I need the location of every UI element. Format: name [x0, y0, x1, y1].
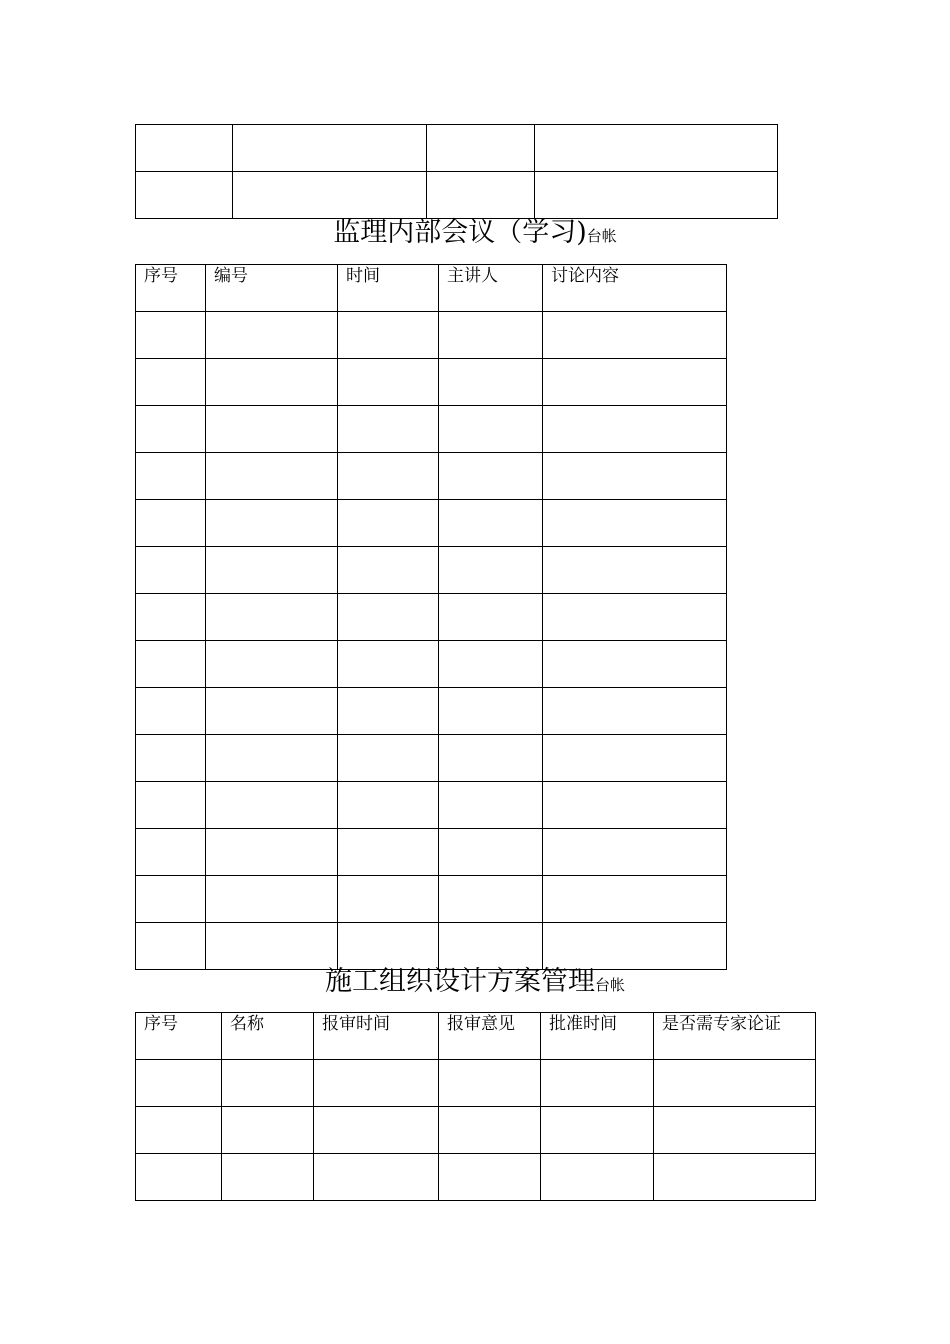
table-cell [206, 735, 338, 782]
table-cell [338, 641, 439, 688]
table-cell [136, 735, 206, 782]
table-row [136, 1060, 816, 1107]
table-row [136, 735, 727, 782]
table-header-row [136, 1013, 816, 1060]
plan-ledger-title-suffix: 台帐 [594, 976, 625, 994]
table-cell [136, 641, 206, 688]
table-cell [439, 829, 543, 876]
table-cell [136, 547, 206, 594]
table-cell [338, 359, 439, 406]
table-cell [136, 829, 206, 876]
table-cell [136, 500, 206, 547]
table-cell [543, 688, 727, 735]
table-cell [541, 1107, 654, 1154]
table-cell [338, 500, 439, 547]
table-cell [338, 547, 439, 594]
header-cell: 编号 [206, 265, 338, 312]
meeting-ledger-table [135, 264, 727, 970]
header-cell: 名称 [222, 1013, 314, 1060]
table-row [136, 782, 727, 829]
table-cell [439, 453, 543, 500]
table-cell [136, 453, 206, 500]
header-cell: 报审时间 [314, 1013, 439, 1060]
table-cell [206, 688, 338, 735]
table-cell [136, 782, 206, 829]
table-cell [541, 1060, 654, 1107]
table-cell [543, 406, 727, 453]
table-cell [206, 359, 338, 406]
table-row [136, 453, 727, 500]
table-row [136, 923, 727, 970]
table-cell [136, 876, 206, 923]
table-cell [233, 125, 427, 172]
table-cell [439, 782, 543, 829]
table-cell [222, 1154, 314, 1201]
plan-ledger-table [135, 1012, 816, 1201]
table-cell [439, 641, 543, 688]
table-cell [543, 876, 727, 923]
table-cell [427, 125, 535, 172]
header-cell: 报审意见 [439, 1013, 541, 1060]
table-cell [136, 406, 206, 453]
table-cell [338, 829, 439, 876]
table-cell [543, 782, 727, 829]
table-cell [543, 829, 727, 876]
table-cell [338, 782, 439, 829]
table-cell [206, 923, 338, 970]
table-row [136, 312, 727, 359]
table-cell [338, 735, 439, 782]
table-cell [338, 594, 439, 641]
table-cell [338, 923, 439, 970]
table-cell [543, 641, 727, 688]
table-row [136, 641, 727, 688]
table-row [136, 829, 727, 876]
table-cell [541, 1154, 654, 1201]
table-cell [439, 876, 543, 923]
table-cell [543, 923, 727, 970]
table-cell [222, 1107, 314, 1154]
header-cell: 序号 [136, 1013, 222, 1060]
meeting-ledger-title-main: 监理内部会议（学习) [333, 217, 587, 248]
table-row [136, 125, 778, 172]
table-cell [439, 359, 543, 406]
table-cell [206, 500, 338, 547]
table-cell [206, 547, 338, 594]
table-cell [136, 1154, 222, 1201]
table-cell [338, 312, 439, 359]
table-cell [206, 641, 338, 688]
table-cell [314, 1107, 439, 1154]
table-row [136, 876, 727, 923]
table-cell [654, 1107, 816, 1154]
table-cell [233, 172, 427, 219]
table-row [136, 1154, 816, 1201]
table-cell [314, 1154, 439, 1201]
table-row [136, 688, 727, 735]
top-partial-table [135, 124, 778, 219]
table-cell [136, 172, 233, 219]
table-cell [206, 876, 338, 923]
table-cell [338, 876, 439, 923]
table-cell [206, 594, 338, 641]
table-cell [439, 500, 543, 547]
table-row [136, 500, 727, 547]
meeting-ledger-title-suffix: 台帐 [586, 227, 617, 245]
table-cell [206, 829, 338, 876]
table-cell [427, 172, 535, 219]
table-cell [654, 1154, 816, 1201]
header-cell: 时间 [338, 265, 439, 312]
table-cell [136, 359, 206, 406]
table-cell [222, 1060, 314, 1107]
table-cell [136, 594, 206, 641]
table-row [136, 172, 778, 219]
table-cell [543, 735, 727, 782]
table-cell [439, 312, 543, 359]
table-cell [439, 735, 543, 782]
table-cell [439, 406, 543, 453]
header-cell: 是否需专家论证 [654, 1013, 816, 1060]
table-cell [136, 1107, 222, 1154]
table-cell [543, 500, 727, 547]
table-cell [338, 406, 439, 453]
table-cell [439, 688, 543, 735]
table-cell [206, 782, 338, 829]
table-cell [206, 453, 338, 500]
table-cell [543, 547, 727, 594]
table-row [136, 406, 727, 453]
table-cell [439, 594, 543, 641]
table-row [136, 594, 727, 641]
table-cell [535, 125, 778, 172]
header-cell: 序号 [136, 265, 206, 312]
table-row [136, 359, 727, 406]
plan-ledger-title-main: 施工组织设计方案管理 [324, 966, 595, 997]
table-cell [439, 1107, 541, 1154]
table-cell [136, 688, 206, 735]
meeting-ledger-title [0, 217, 950, 252]
table-cell [543, 594, 727, 641]
table-cell [654, 1060, 816, 1107]
table-cell [543, 312, 727, 359]
plan-ledger-title [0, 966, 950, 1001]
table-cell [136, 312, 206, 359]
table-cell [206, 312, 338, 359]
header-cell: 讨论内容 [543, 265, 727, 312]
table-cell [439, 547, 543, 594]
table-cell [535, 172, 778, 219]
table-header-row [136, 265, 727, 312]
table-cell [314, 1060, 439, 1107]
table-cell [439, 1060, 541, 1107]
table-cell [543, 359, 727, 406]
table-row [136, 1107, 816, 1154]
header-cell: 批准时间 [541, 1013, 654, 1060]
table-cell [136, 1060, 222, 1107]
table-cell [338, 688, 439, 735]
header-cell: 主讲人 [439, 265, 543, 312]
table-cell [543, 453, 727, 500]
table-cell [439, 1154, 541, 1201]
table-cell [439, 923, 543, 970]
table-cell [136, 923, 206, 970]
table-cell [136, 125, 233, 172]
table-cell [206, 406, 338, 453]
table-cell [338, 453, 439, 500]
table-row [136, 547, 727, 594]
